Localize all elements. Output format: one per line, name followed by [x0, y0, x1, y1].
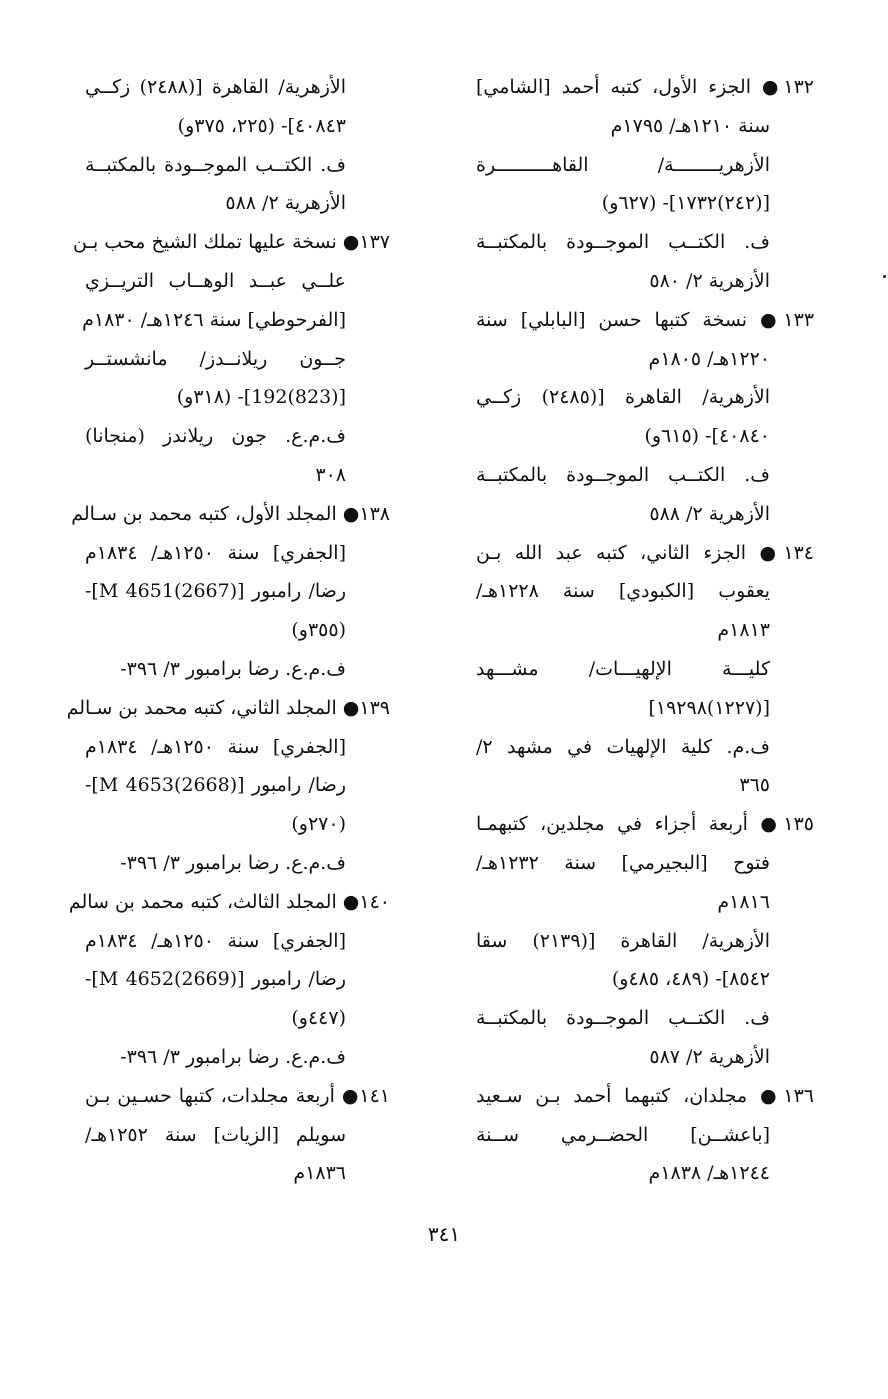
entry-continuation-line: [باعشــن] الحضــرمي ســنة — [476, 1123, 770, 1146]
entry-continuation-line: يعقوب [الكبودي] سنة ١٢٢٨هـ/ — [476, 580, 770, 603]
entry-first-line: ١٣٦● مجلدان، كتبهما أحمد بـن سـعيد — [476, 1084, 814, 1107]
entry-continuation-line: (٤٤٧و) — [291, 1007, 346, 1030]
entry-continuation-line: ١٨١٦م — [717, 890, 770, 913]
entry-continuation-line: رضا/ رامبور [M 4652(2669)]- — [85, 968, 346, 991]
entry-first-line: ١٣٨● المجلد الأول، كتبه محمد بن سـالم — [71, 502, 390, 525]
entry-first-line: ١٣٤● الجزء الثاني، كتبه عبد الله بـن — [476, 541, 814, 564]
entry-continuation-line: [الفرحوطي] سنة ١٢٤٦هـ/ ١٨٣٠م — [82, 308, 346, 331]
entry-continuation-line: الأزهرية ٢/ ٥٨٠ — [649, 269, 770, 292]
entry-continuation-line: ٣٦٥ — [739, 774, 770, 797]
entry-continuation-line: [(١٢٢٧)١٩٢٩٨] — [648, 696, 770, 719]
page-number: ٣٤١ — [427, 1222, 461, 1246]
entry-continuation-line: الأزهريــــــــة/ القاهــــــــــرة — [476, 153, 770, 176]
entry-continuation-line: الأزهرية/ القاهرة [(٢٤٨٥) زكــي — [476, 386, 770, 409]
entry-continuation-line: ١٨١٣م — [717, 619, 770, 642]
entry-continuation-line: ٨٥٤٢]- (٤٨٩، ٤٨٥و) — [611, 968, 770, 991]
entry-continuation-line: [(٢٤٢)١٧٣٢]- (٦٢٧و) — [601, 192, 770, 215]
entry-first-line: ١٤٠● المجلد الثالث، كتبه محمد بن سالم — [68, 890, 390, 913]
scan-speck — [883, 275, 886, 278]
entry-continuation-line: رضا/ رامبور [M 4653(2668)]- — [85, 774, 346, 797]
entry-continuation-line: (٢٧٠و) — [291, 813, 346, 836]
entry-continuation-line: ١٨٣٦م — [293, 1162, 346, 1185]
entry-continuation-line: [الجفري] سنة ١٢٥٠هـ/ ١٨٣٤م — [85, 929, 346, 952]
entry-continuation-line: [الجفري] سنة ١٢٥٠هـ/ ١٨٣٤م — [85, 541, 346, 564]
entry-continuation-line: ف.م.ع. رضا برامبور ٣/ ٣٩٦- — [120, 1045, 346, 1068]
entry-continuation-line: ١٢٤٤هـ/ ١٨٣٨م — [648, 1162, 770, 1185]
entry-continuation-line: (٣٥٥و) — [291, 619, 346, 642]
entry-continuation-line: الأزهرية/ القاهرة [(٢٤٨٨) زكــي — [85, 76, 346, 98]
entry-first-line: ١٣٥● أربعة أجزاء في مجلدين، كتبهمـا — [476, 813, 814, 836]
entry-first-line: ١٤١● أربعة مجلدات، كتبها حسـين بـن — [85, 1084, 390, 1107]
entry-continuation-line: كليـــة الإلهيـــات/ مشـــهد — [476, 657, 770, 680]
entry-continuation-line: [الجفري] سنة ١٢٥٠هـ/ ١٨٣٤م — [85, 735, 346, 758]
entry-continuation-line: فتوح [البجيرمي] سنة ١٢٣٢هـ/ — [476, 851, 770, 874]
entry-first-line: ١٣٢● الجزء الأول، كتبه أحمد [الشامي] — [476, 76, 814, 98]
left-column — [66, 68, 390, 1193]
entry-continuation-line: ف. الكتــب الموجــودة بالمكتبــة — [476, 231, 770, 254]
entry-continuation-line: ف.م.ع. رضا برامبور ٣/ ٣٩٦- — [120, 851, 346, 874]
entry-continuation-line: رضا/ رامبور [M 4651(2667)]- — [85, 580, 346, 603]
entry-continuation-line: علــي عبــد الوهــاب التريــزي — [85, 269, 346, 292]
entry-first-line: ١٣٩● المجلد الثاني، كتبه محمد بن سـالم — [66, 696, 390, 719]
entry-continuation-line: سنة ١٢١٠هـ/ ١٧٩٥م — [610, 114, 770, 137]
entry-continuation-line: [(823)192]- (٣١٨و) — [176, 386, 346, 409]
entry-continuation-line: جــون ريلانــدز/ مانشستــر — [85, 347, 346, 370]
entry-continuation-line: ف. الكتــب الموجــودة بالمكتبــة — [85, 153, 346, 176]
entry-first-line: ١٣٧● نسخة عليها تملك الشيخ محب بـن — [72, 231, 390, 254]
entry-continuation-line: ١٢٢٠هـ/ ١٨٠٥م — [648, 347, 770, 370]
entry-continuation-line: ف.م.ع. رضا برامبور ٣/ ٣٩٦- — [120, 657, 346, 680]
entry-continuation-line: الأزهرية ٢/ ٥٨٧ — [649, 1045, 770, 1068]
entry-continuation-line: الأزهرية ٢/ ٥٨٨ — [225, 192, 346, 215]
entry-first-line: ١٣٣● نسخة كتبها حسن [البابلي] سنة — [476, 308, 814, 331]
entry-continuation-line: ف. الكتــب الموجــودة بالمكتبــة — [476, 463, 770, 486]
entry-continuation-line: ٤٠٨٤٠]- (٦١٥و) — [644, 425, 770, 448]
entry-continuation-line: ٣٠٨ — [315, 463, 346, 486]
entry-continuation-line: ف.م.ع. جون ريلاندز (منجانا) — [85, 425, 346, 448]
right-column — [476, 68, 814, 1193]
entry-continuation-line: ٤٠٨٤٣]- (٢٢٥، ٣٧٥و) — [177, 114, 346, 137]
entry-continuation-line: الأزهرية ٢/ ٥٨٨ — [649, 502, 770, 525]
entry-continuation-line: ف.م. كلية الإلهيات في مشهد ٢/ — [476, 735, 770, 758]
entry-continuation-line: الأزهرية/ القاهرة [(٢١٣٩) سقا — [476, 929, 771, 952]
entry-continuation-line: سويلم [الزيات] سنة ١٢٥٢هـ/ — [85, 1123, 346, 1146]
entry-continuation-line: ف. الكتــب الموجــودة بالمكتبــة — [476, 1007, 770, 1030]
